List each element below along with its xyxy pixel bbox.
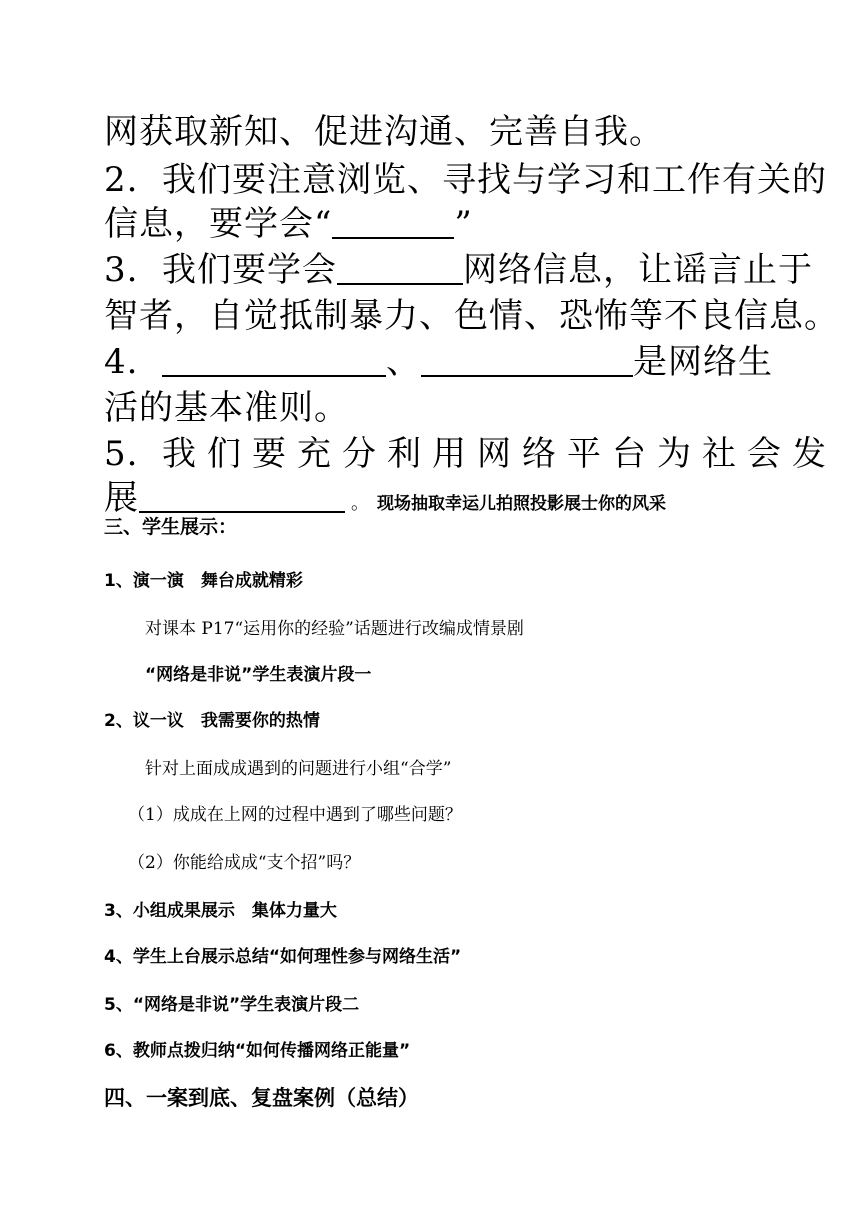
sub-1-body: 对课本 P17“运用你的经验”话题进行改编成情景剧: [145, 619, 524, 639]
item-4-number: 4.: [104, 342, 139, 382]
item-3-number: 3.: [104, 250, 139, 290]
item-2-line-b: [104, 196, 473, 245]
sub-3-title: 3、小组成果展示 集体力量大: [104, 901, 337, 921]
blank-4b[interactable]: [421, 345, 633, 377]
sub-2-question-1: （1）成成在上网的过程中遇到了哪些问题？: [128, 805, 462, 825]
sub-2-question-2: （2）你能给成成“支个招”吗？: [128, 853, 361, 873]
sub-1-title: 1、演一演 舞台成就精彩: [104, 571, 303, 591]
item-4-sep: 、: [386, 342, 421, 382]
blank-3[interactable]: [337, 253, 463, 285]
item-3-line-a: [104, 242, 813, 291]
item-5-note: 现场抽取幸运儿拍照投影展士你的风采: [377, 494, 666, 514]
section-4-heading: 四、一案到底、复盘案例（总结）: [104, 1086, 419, 1110]
item-2-number: 2.: [104, 160, 139, 200]
sub-2-body: 针对上面成成遇到的问题进行小组“合学”: [145, 759, 452, 779]
item-4-text-a: 是网络生: [633, 342, 773, 382]
text-line-1: 网获取新知、促进沟通、完善自我。: [104, 112, 664, 152]
blank-2[interactable]: [332, 207, 454, 239]
item-2-text-b: 信息，要学会“: [104, 204, 333, 244]
item-2-line-a: [104, 152, 827, 201]
item-5-number: 5.: [104, 434, 139, 474]
sub-5-title: 5、“网络是非说”学生表演片段二: [104, 995, 360, 1015]
sub-6-title: 6、教师点拨归纳“如何传播网络正能量”: [104, 1041, 411, 1061]
sub-2-title: 2、议一议 我需要你的热情: [104, 711, 320, 731]
item-5-text-a: 我们要充分利用网络平台为社会发: [162, 434, 837, 474]
item-3-text-a: 我们要学会: [162, 250, 337, 290]
item-4-line-a: [104, 334, 773, 383]
blank-4a[interactable]: [162, 345, 386, 377]
item-5-text-b: 展: [104, 478, 139, 518]
section-3-heading: 三、学生展示：: [104, 516, 238, 538]
sub-4-title: 4、学生上台展示总结“如何理性参与网络生活”: [104, 947, 462, 967]
sub-1-play: “网络是非说”学生表演片段一: [145, 665, 372, 685]
item-2-text-a: 我们要注意浏览、寻找与学习和工作有关的: [162, 160, 827, 200]
blank-5[interactable]: [139, 481, 345, 513]
item-4-line-b: 活的基本准则。: [104, 388, 349, 428]
item-3-line-b: 智者，自觉抵制暴力、色情、恐怖等不良信息。: [104, 296, 839, 336]
item-5-line-a: [104, 426, 837, 475]
item-3-text-b: 网络信息，让谣言止于: [463, 250, 813, 290]
item-5-end: 。: [351, 493, 369, 514]
item-2-text-c: ”: [454, 204, 473, 244]
